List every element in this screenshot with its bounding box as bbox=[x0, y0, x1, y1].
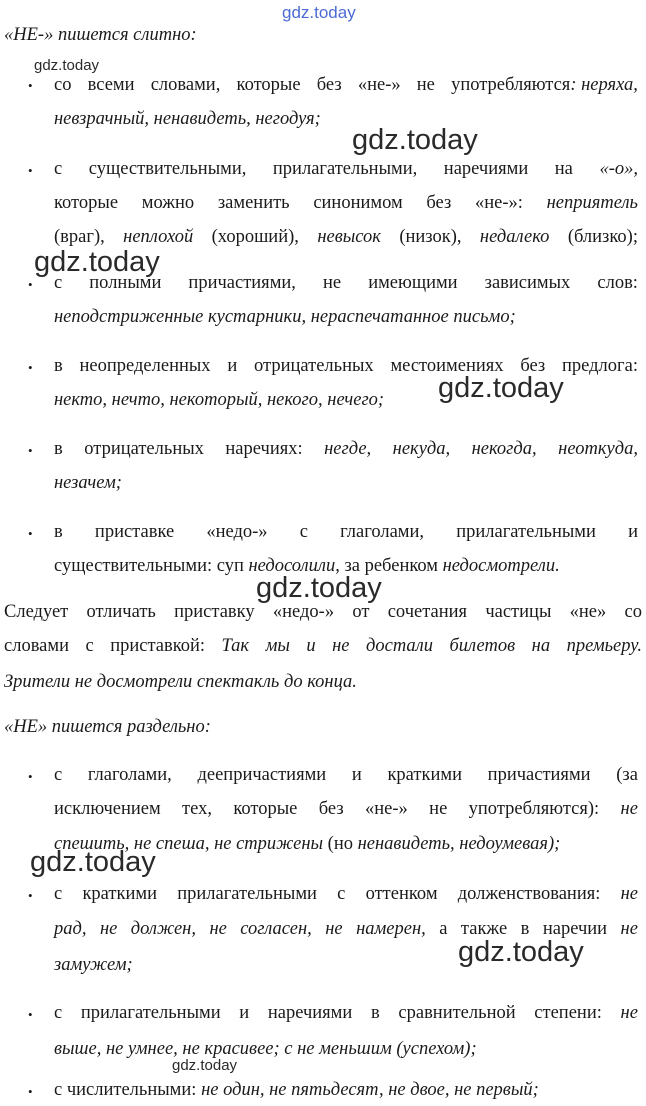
list-item-line: спешить, не спеша, не стрижены (но ненавидеть, недоумевая); bbox=[54, 834, 561, 854]
bullet: • bbox=[28, 360, 33, 375]
watermark-7: gdz.today bbox=[458, 936, 584, 968]
bullet: • bbox=[28, 163, 33, 178]
bullet: • bbox=[28, 1084, 33, 1099]
watermark-5: gdz.today bbox=[256, 572, 382, 604]
watermark-4: gdz.today bbox=[438, 372, 564, 404]
note-line: Зрители не досмотрели спектакль до конца. bbox=[4, 672, 357, 692]
list-item-line: с глаголами, деепричастиями и краткими причастиями (за bbox=[54, 765, 638, 785]
list-item-line: некто, нечто, некоторый, некого, нечего; bbox=[54, 390, 385, 410]
list-item-line: с прилагательными и наречиями в сравнительной степени: не bbox=[54, 1003, 638, 1023]
list-item-line: со всеми словами, которые без «не-» не употребляются: неряха, bbox=[54, 75, 638, 95]
list-item-line: с существительными, прилагательными, наречиями на «-о», bbox=[54, 159, 638, 179]
note-line: Следует отличать приставку «недо-» от сочетания частицы «не» со bbox=[4, 602, 642, 622]
watermark-top: gdz.today bbox=[282, 3, 356, 22]
bullet: • bbox=[28, 888, 33, 903]
watermark-6: gdz.today bbox=[30, 846, 156, 878]
bullet: • bbox=[28, 443, 33, 458]
bullet: • bbox=[28, 769, 33, 784]
list-item-line: в приставке «недо-» с глаголами, прилагательными и bbox=[54, 522, 638, 542]
list-item-line: незачем; bbox=[54, 473, 122, 493]
watermark-3: gdz.today bbox=[34, 246, 160, 278]
list-item-line: замужем; bbox=[54, 955, 133, 975]
list-item-line: исключением тех, которые без «не-» не употребляются): не bbox=[54, 799, 638, 819]
list-item-line: с полными причастиями, не имеющими зависимых слов: bbox=[54, 273, 638, 293]
list-item-line: с числительными: не один, не пятьдесят, не двое, не первый; bbox=[54, 1080, 539, 1100]
bullet: • bbox=[28, 526, 33, 541]
list-item-line: в отрицательных наречиях: негде, некуда, некогда, неоткуда, bbox=[54, 439, 638, 459]
section2-heading: «НЕ» пишется раздельно: bbox=[4, 717, 211, 737]
note-line: словами с приставкой: Так мы и не достали билетов на премьеру. bbox=[4, 636, 642, 656]
list-item-line: (враг), неплохой (хороший), невысок (низок), недалеко (близко); bbox=[54, 227, 638, 247]
list-item-line: невзрачный, ненавидеть, негодуя; bbox=[54, 109, 321, 129]
watermark-2: gdz.today bbox=[352, 124, 478, 156]
list-item-line: выше, не умнее, не красивее; с не меньшим (успехом); bbox=[54, 1039, 477, 1059]
bullet: • bbox=[28, 277, 33, 292]
list-item-line: неподстриженные кустарники, нераспечатанное письмо; bbox=[54, 307, 516, 327]
list-item-line: рад, не должен, не согласен, не намерен, а также в наречии не bbox=[54, 919, 638, 939]
bullet: • bbox=[28, 1007, 33, 1022]
list-item-line: которые можно заменить синонимом без «не-»: неприятель bbox=[54, 193, 638, 213]
list-item-line: в неопределенных и отрицательных местоимениях без предлога: bbox=[54, 356, 638, 376]
list-item-line: с краткими прилагательными с оттенком долженствования: не bbox=[54, 884, 638, 904]
bullet: • bbox=[28, 78, 33, 93]
list-item-line: существительными: суп недосолили, за ребенком недосмотрели. bbox=[54, 556, 560, 576]
watermark-small-8: gdz.today bbox=[172, 1057, 238, 1074]
section1-heading: «НЕ-» пишется слитно: bbox=[4, 25, 197, 45]
watermark-small-1: gdz.today bbox=[34, 57, 100, 74]
